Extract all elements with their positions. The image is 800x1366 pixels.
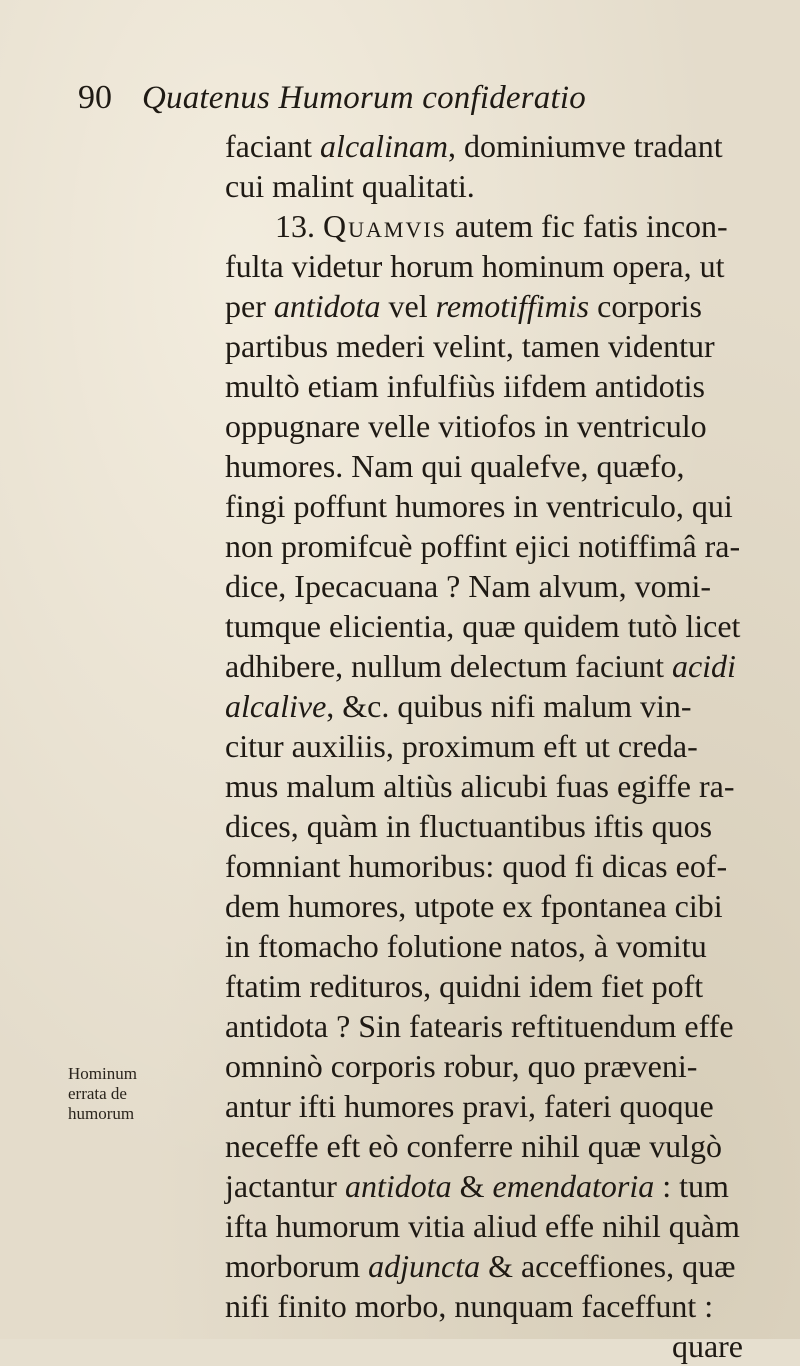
text-line xyxy=(225,486,765,526)
text-line xyxy=(225,326,765,366)
text-run: oppugnare velle vitiofos in ventriculo xyxy=(225,408,707,444)
text-run: partibus mederi velint, tamen videntur xyxy=(225,328,715,364)
text-line xyxy=(225,886,765,926)
text-run: jactantur xyxy=(225,1168,345,1204)
text-line xyxy=(225,926,765,966)
text-line xyxy=(225,446,765,486)
text-run: morborum xyxy=(225,1248,369,1284)
italic-run: acidi xyxy=(671,648,736,684)
text-line xyxy=(225,1126,765,1166)
text-run: cui malint qualitati. xyxy=(225,168,475,204)
italic-run: antidota xyxy=(273,288,381,324)
text-line xyxy=(225,1206,765,1246)
text-run: tumque elicientia, quæ quidem tutò licet xyxy=(225,608,741,644)
text-line xyxy=(225,1166,765,1206)
text-line xyxy=(225,166,765,206)
text-run: dices, quàm in fluctuantibus iftis quos xyxy=(225,808,713,844)
text-run: fingi poffunt humores in ventriculo, qui xyxy=(225,488,733,524)
text-line xyxy=(225,726,765,766)
italic-run: alcalive xyxy=(225,688,327,724)
page-number: 90 xyxy=(78,79,112,116)
text-run: 13. xyxy=(275,208,323,244)
text-line xyxy=(225,766,765,806)
text-line xyxy=(225,846,765,886)
text-line xyxy=(225,366,765,406)
text-line xyxy=(225,566,765,606)
text-run: nifi finito morbo, nunquam faceffunt : xyxy=(225,1288,714,1324)
running-title: Quatenus Humorum confideratio xyxy=(142,80,586,116)
text-line xyxy=(225,1006,765,1046)
text-run: vel xyxy=(380,288,436,324)
text-run: per xyxy=(225,288,274,324)
text-line xyxy=(225,1286,765,1326)
text-line xyxy=(225,1246,765,1286)
text-line xyxy=(225,1046,765,1086)
text-run: non promifcuè poffint ejici notiffimâ ra- xyxy=(225,528,741,564)
marginal-note xyxy=(68,1064,178,1124)
text-run: autem fic fatis incon- xyxy=(446,208,728,244)
text-run: ftatim redituros, quidni idem fiet poft xyxy=(225,968,704,1004)
text-line xyxy=(225,406,765,446)
text-run: in ftomacho folutione natos, à vomitu xyxy=(225,928,707,964)
text-run: dem humores, utpote ex fpontanea cibi xyxy=(225,888,723,924)
text-line xyxy=(225,966,765,1006)
text-line xyxy=(225,806,765,846)
text-line xyxy=(225,206,765,246)
text-run: citur auxiliis, proximum eft ut creda- xyxy=(225,728,698,764)
text-run: fomniant humoribus: quod fi dicas eof- xyxy=(225,848,728,884)
text-line xyxy=(225,246,765,286)
marginal-note-line: errata de xyxy=(68,1084,127,1103)
text-run: antidota ? Sin fatearis reftituendum effe xyxy=(225,1008,734,1044)
body-text xyxy=(225,126,765,1366)
italic-run: emendatoria xyxy=(492,1168,655,1204)
catchword: quare xyxy=(671,1328,743,1364)
text-run: omninò corporis robur, quo præveni- xyxy=(225,1048,698,1084)
text-run: dice, Ipecacuana ? Nam alvum, vomi- xyxy=(225,568,711,604)
text-run: , dominiumve tradant xyxy=(448,128,723,164)
text-run: & xyxy=(451,1168,493,1204)
italic-run: antidota xyxy=(344,1168,452,1204)
text-line xyxy=(225,1086,765,1126)
text-run: ifta humorum vitia aliud effe nihil quàm xyxy=(225,1208,740,1244)
text-run: fulta videtur horum hominum opera, ut xyxy=(225,248,725,284)
italic-run: remotiffimis xyxy=(435,288,590,324)
text-line xyxy=(225,606,765,646)
text-run: antur ifti humores pravi, fateri quoque xyxy=(225,1088,714,1124)
text-run: multò etiam infulfiùs iifdem antidotis xyxy=(225,368,705,404)
marginal-note-line: Hominum xyxy=(68,1064,137,1083)
text-run: : tum xyxy=(654,1168,729,1204)
running-head xyxy=(142,76,742,120)
text-run: corporis xyxy=(589,288,702,324)
text-run: mus malum altiùs alicubi fuas egiffe ra- xyxy=(225,768,735,804)
text-line xyxy=(225,646,765,686)
text-line xyxy=(225,526,765,566)
marginal-note-line: humorum xyxy=(68,1104,135,1123)
text-run: adhibere, nullum delectum faciunt xyxy=(225,648,672,684)
italic-run: alcalinam xyxy=(320,128,449,164)
small-caps-run: Quamvis xyxy=(323,208,447,244)
text-run: humores. Nam qui qualefve, quæfo, xyxy=(225,448,685,484)
text-run: & acceffiones, quæ xyxy=(480,1248,736,1284)
text-line xyxy=(225,686,765,726)
text-run: , &c. quibus nifi malum vin- xyxy=(326,688,692,724)
text-run: neceffe eft eò conferre nihil quæ vulgò xyxy=(225,1128,722,1164)
text-line xyxy=(225,286,765,326)
text-line xyxy=(225,126,765,166)
italic-run: adjuncta xyxy=(368,1248,481,1284)
text-run: faciant xyxy=(225,128,321,164)
